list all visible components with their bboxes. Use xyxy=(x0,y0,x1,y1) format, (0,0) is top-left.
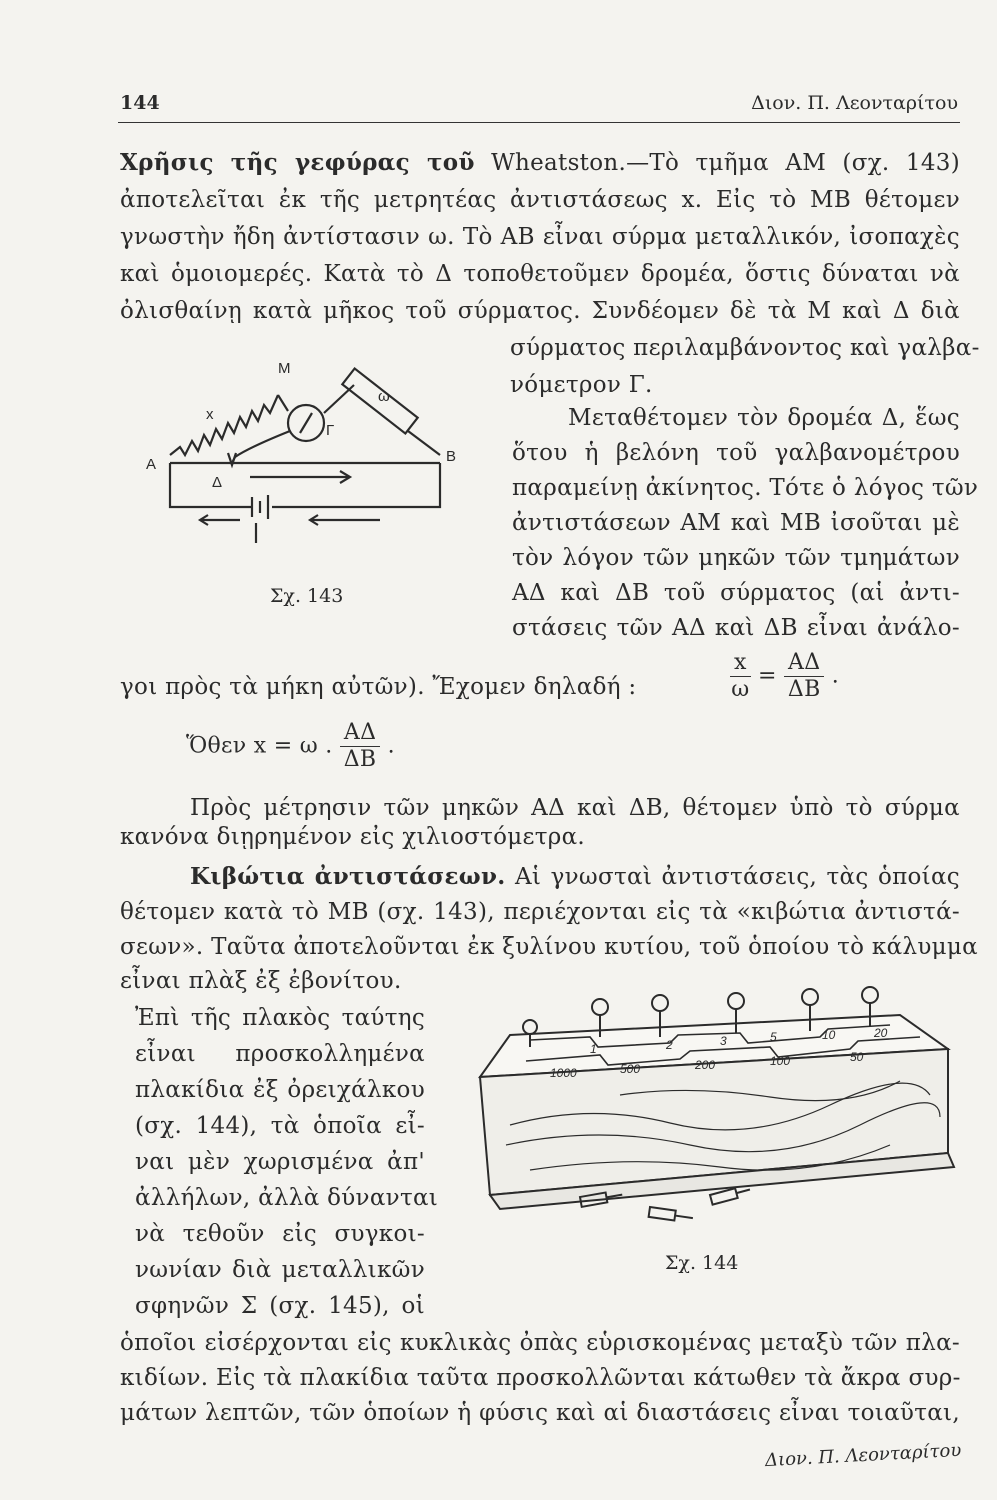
para2-left-6: νὰ τεθοῦν εἰς συγκοι- xyxy=(135,1221,425,1247)
figure-143-caption: Σχ. 143 xyxy=(270,585,344,607)
label-B: B xyxy=(446,448,457,465)
figure-144-diagram xyxy=(470,985,960,1245)
eq1-left-frac xyxy=(730,650,751,703)
figure-143-diagram xyxy=(140,355,470,580)
box-label-3: 3 xyxy=(720,1034,727,1048)
para2-line-1: θέτομεν κατὰ τὸ ΜΒ (σχ. 143), περιέχονται εἰς τὰ «κιβώτια ἀντιστά- xyxy=(120,899,960,925)
box-label-500: 500 xyxy=(620,1062,641,1076)
box-label-50: 50 xyxy=(850,1050,864,1064)
para2-left-4: ναι μὲν χωρισμένα ἀπ' xyxy=(135,1149,425,1175)
para1-right-4: παραμείνῃ ἀκίνητος. Τότε ὁ λόγος τῶν xyxy=(512,475,979,501)
label-G: Γ xyxy=(326,422,335,439)
running-title: Διον. Π. Λεονταρίτου xyxy=(751,92,958,114)
para1-right-7: ΑΔ καὶ ΔΒ τοῦ σύρματος (αἱ ἀντι- xyxy=(512,580,960,606)
para2-bottom-0: ὁποῖοι εἰσέρχονται εἰς κυκλικὰς ὀπὰς εὑρισκομένας μεταξὺ τῶν πλα- xyxy=(120,1330,960,1356)
box-label-20: 20 xyxy=(874,1026,888,1040)
eq1-den-right: ΔΒ xyxy=(787,677,821,702)
eq1-den-left: ω xyxy=(731,677,750,702)
para2-left-5: ἀλλήλων, ἀλλὰ δύνανται xyxy=(135,1185,439,1211)
para2-bottom-1: κιδίων. Εἰς τὰ πλακίδια ταῦτα προσκολλῶνται κάτωθεν τὰ ἄκρα συρ- xyxy=(120,1365,961,1391)
label-x: x xyxy=(206,406,214,423)
label-D: Δ xyxy=(212,474,223,491)
page-number: 144 xyxy=(120,92,160,114)
eq2-prefix: Ὅθεν x = ω . xyxy=(186,733,333,759)
para1-line-0-text: Wheatston.—Τὸ τμῆμα ΑΜ (σχ. 143) xyxy=(491,150,960,176)
eq1-end: . xyxy=(831,663,840,689)
page-header xyxy=(118,88,960,123)
para2-line-3: εἶναι πλὰξ ἐξ ἐβονίτου. xyxy=(120,968,402,994)
footer-signature: Διον. Π. Λεονταρίτου xyxy=(764,1439,962,1472)
box-label-1: 1 xyxy=(590,1042,597,1056)
para2-left-7: νωνίαν διὰ μεταλλικῶν xyxy=(135,1257,425,1283)
label-w: ω xyxy=(378,388,390,405)
equation-1 xyxy=(730,650,839,703)
eq1-equals: = xyxy=(758,663,777,689)
para1-after-1: κανόνα διῃρημένον εἰς χιλιοστόμετρα. xyxy=(120,824,586,850)
para1-line-4: ὀλισθαίνῃ κατὰ μῆκος τοῦ σύρματος. Συνδέομεν δὲ τὰ Μ καὶ Δ διὰ xyxy=(120,298,960,324)
para1-right-8: στάσεις τῶν ΑΔ καὶ ΔΒ εἶναι ἀνάλο- xyxy=(512,615,960,641)
para2-first-rest: Αἱ γνωσταὶ ἀντιστάσεις, τὰς ὁποίας xyxy=(514,864,960,890)
para1-right-0: σύρματος περιλαμβάνοντος καὶ γαλβα- xyxy=(510,335,980,361)
box-label-100: 100 xyxy=(770,1054,791,1068)
para2-line-2: σεων». Ταῦτα ἀποτελοῦνται ἐκ ξυλίνου κυτίου, τοῦ ὁποίου τὸ κάλυμμα xyxy=(120,934,978,960)
para1-full-line: γοι πρὸς τὰ μήκη αὐτῶν). Ἔχομεν δηλαδή : xyxy=(120,674,637,700)
para2-left-3: (σχ. 144), τὰ ὁποῖα εἶ- xyxy=(135,1113,425,1139)
eq2-frac xyxy=(340,720,380,773)
para1-right-2: Μεταθέτομεν τὸν δρομέα Δ, ἕως xyxy=(568,405,960,431)
equation-2 xyxy=(186,720,395,773)
para1-right-5: ἀντιστάσεων ΑΜ καὶ ΜΒ ἰσοῦται μὲ xyxy=(512,510,960,536)
para2-line-0 xyxy=(190,862,960,892)
para2-left-2: πλακίδια ἐξ ὀρειχάλκου xyxy=(135,1077,425,1103)
para1-line-2: γνωστὴν ἤδη ἀντίστασιν ω. Τὸ ΑΒ εἶναι σύρμα μεταλλικόν, ἰσοπαχὲς xyxy=(120,224,960,250)
para1-right-1: νόμετρον Γ. xyxy=(510,372,653,398)
eq1-num-right: ΑΔ xyxy=(784,650,824,677)
para1-right-6: τὸν λόγον τῶν μηκῶν τῶν τμημάτων xyxy=(512,545,960,571)
box-label-10: 10 xyxy=(822,1028,836,1042)
para2-left-8: σφηνῶν Σ (σχ. 145), οἱ xyxy=(135,1293,425,1319)
figure-144-caption: Σχ. 144 xyxy=(665,1252,739,1274)
para1-line-0 xyxy=(120,148,960,178)
para2-left-0: Ἐπὶ τῆς πλακὸς ταύτης xyxy=(135,1005,425,1031)
box-label-1000: 1000 xyxy=(550,1066,577,1080)
box-label-200: 200 xyxy=(695,1058,716,1072)
para1-right-3: ὅτου ἡ βελόνη τοῦ γαλβανομέτρου xyxy=(512,440,960,466)
para1-line-3: καὶ ὁμοιομερές. Κατὰ τὸ Δ τοποθετοῦμεν δρομέα, ὅστις δύναται νὰ xyxy=(120,261,960,287)
eq2-end: . xyxy=(387,733,395,759)
para2-bottom-2: μάτων λεπτῶν, τῶν ὁποίων ἡ φύσις καὶ αἱ διαστάσεις εἶναι τοιαῦται, xyxy=(120,1400,960,1426)
para1-line-1: ἀποτελεῖται ἐκ τῆς μετρητέας ἀντιστάσεως x. Εἰς τὸ ΜΒ θέτομεν xyxy=(120,187,960,213)
label-M: M xyxy=(278,360,291,377)
label-A: A xyxy=(146,456,157,473)
para1-heading: Χρῆσις τῆς γεφύρας τοῦ xyxy=(120,149,475,176)
box-label-2: 2 xyxy=(666,1038,673,1052)
eq2-num: ΑΔ xyxy=(340,720,380,747)
para2-heading: Κιβώτια ἀντιστάσεων. xyxy=(190,863,506,890)
para2-left-1: εἶναι προσκολλημένα xyxy=(135,1041,425,1067)
para1-after-0: Πρὸς μέτρησιν τῶν μηκῶν ΑΔ καὶ ΔΒ, θέτομεν ὑπὸ τὸ σύρμα xyxy=(190,795,960,821)
eq1-right-frac xyxy=(784,650,824,703)
eq2-den: ΔΒ xyxy=(343,747,377,772)
eq1-num-left: x xyxy=(730,650,751,677)
box-label-5: 5 xyxy=(770,1030,777,1044)
